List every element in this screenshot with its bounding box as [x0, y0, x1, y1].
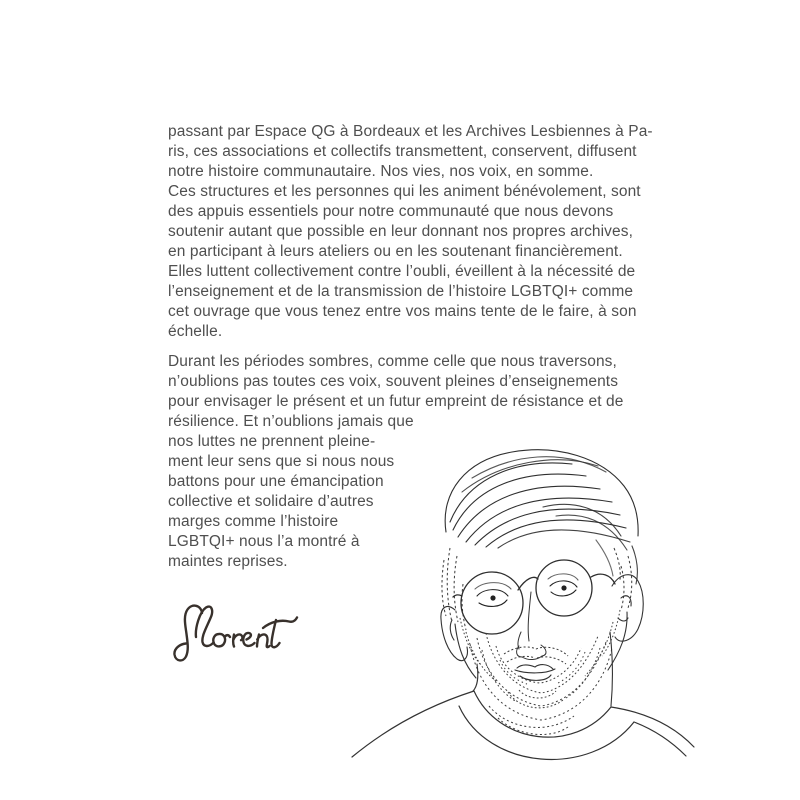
- text-line: collective et solidaire d’autres: [168, 493, 374, 510]
- text-line: Ces structures et les personnes qui les animent bénévolement, sont: [168, 183, 641, 200]
- paragraph-1: [168, 122, 653, 342]
- text-line: maintes reprises.: [168, 553, 288, 570]
- signature-drawing: [158, 592, 303, 672]
- text-line: Durant les périodes sombres, comme celle que nous traversons,: [168, 353, 617, 370]
- portrait-illustration: [340, 418, 732, 800]
- text-line: soutenir autant que possible en leur donnant nos propres archives,: [168, 223, 634, 240]
- text-line: échelle.: [168, 323, 223, 340]
- text-line: l’enseignement et de la transmission de l’histoire LGBTQI+ comme: [168, 283, 634, 300]
- glasses: [453, 560, 615, 634]
- text-line: ment leur sens que si nous nous: [168, 453, 395, 470]
- shoulders-collar: [352, 691, 694, 759]
- text-line: n’oublions pas toutes ces voix, souvent pleines d’enseignements: [168, 373, 619, 390]
- text-line: cet ouvrage que vous tenez entre vos mains tente de le faire, à son: [168, 303, 637, 320]
- text-line: LGBTQI+ nous l’a montré à: [168, 533, 360, 550]
- text-line: passant par Espace QG à Bordeaux et les Archives Lesbiennes à Pa-: [168, 123, 653, 140]
- text-line: Elles luttent collectivement contre l’oubli, éveillent à la nécessité de: [168, 263, 636, 280]
- text-line: notre histoire communautaire. Nos vies, nos voix, en somme.: [168, 163, 594, 180]
- text-line: marges comme l’histoire: [168, 513, 339, 530]
- text-line: battons pour une émancipation: [168, 473, 384, 490]
- hair-lines: [445, 450, 638, 584]
- nose: [517, 592, 546, 660]
- text-line: pour envisager le présent et un futur empreint de résistance et de: [168, 393, 624, 410]
- text-line: nos luttes ne prennent pleine-: [168, 433, 376, 450]
- text-line: résilience. Et n’oublions jamais que: [168, 413, 414, 430]
- lips: [515, 665, 555, 681]
- eyes: [475, 574, 578, 607]
- signature-florent: [158, 592, 303, 672]
- side-hair-hatch: [442, 548, 632, 630]
- text-line: des appuis essentiels pour notre communauté que nous devons: [168, 203, 614, 220]
- moustache: [504, 647, 568, 664]
- portrait-drawing: [340, 418, 732, 800]
- text-line: ris, ces associations et collectifs transmettent, conservent, diffusent: [168, 143, 637, 160]
- text-line: en participant à leurs ateliers ou en les soutenant financièrement.: [168, 243, 623, 260]
